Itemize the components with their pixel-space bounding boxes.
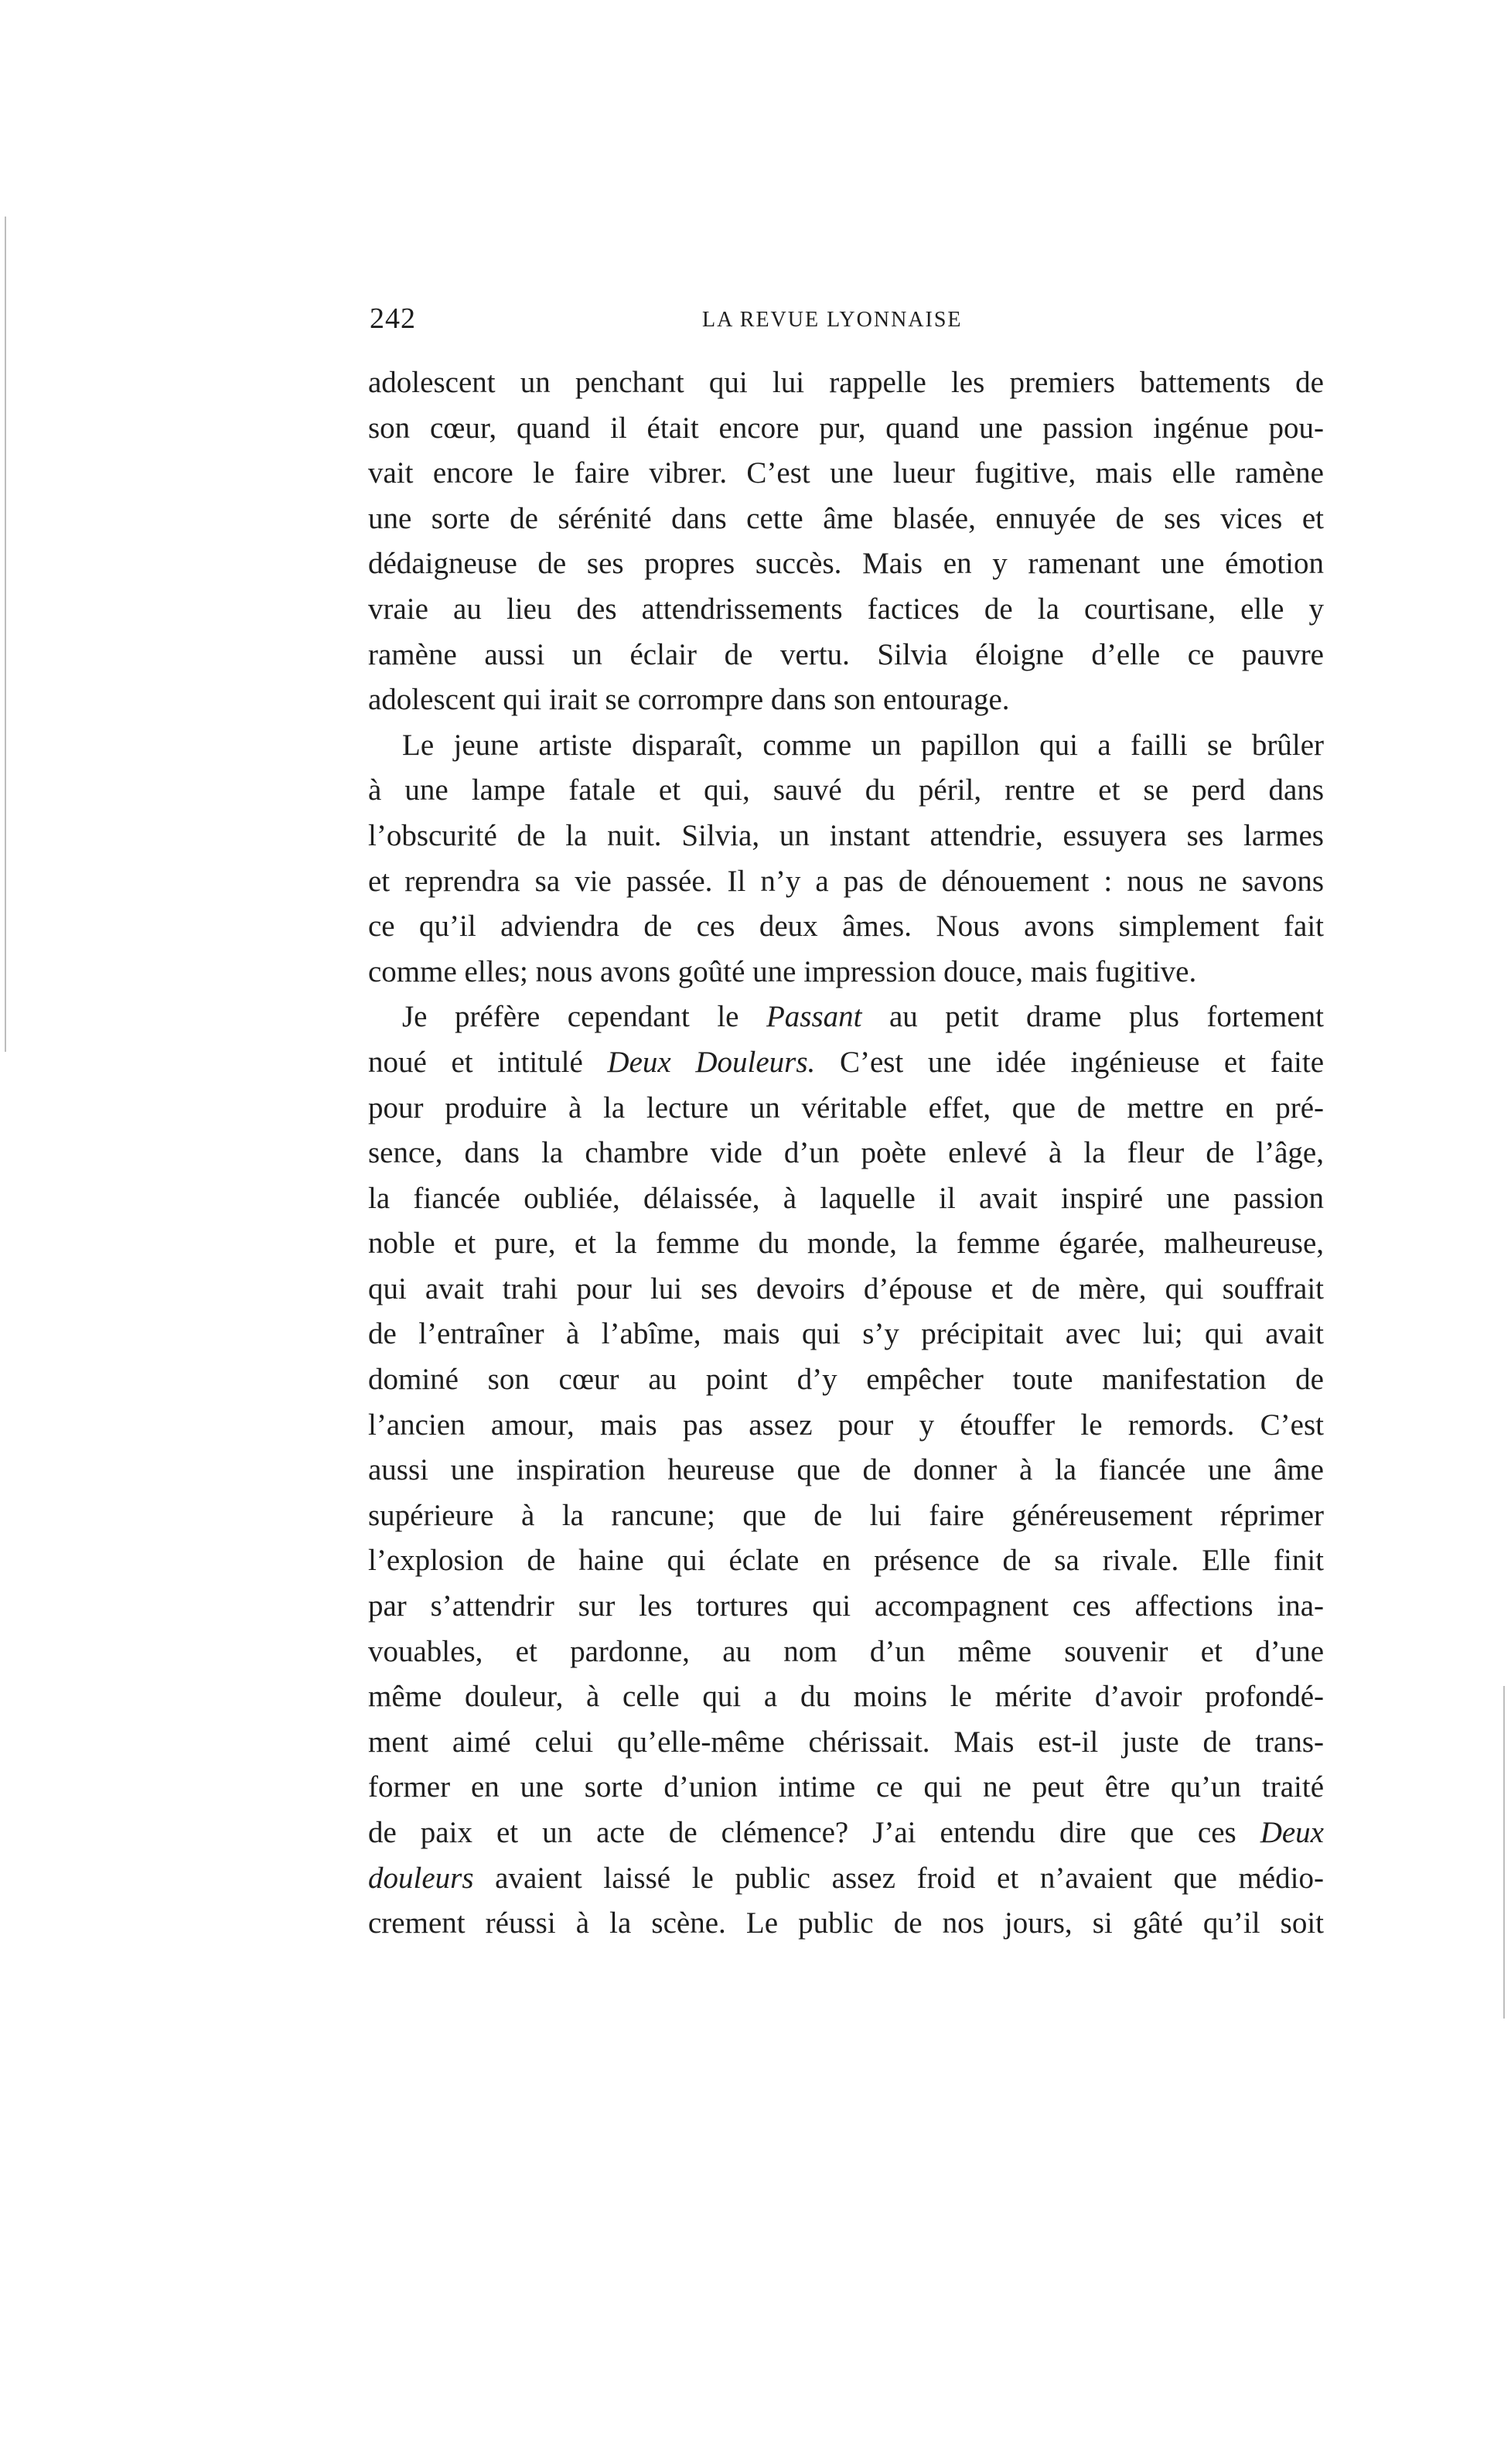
text-segment: de paix et un acte de clémence? J’ai entendu dire que ces — [368, 1816, 1236, 1849]
text-line: même douleur, à celle qui a du moins le mérite d’avoir profondé- — [368, 1680, 1324, 1714]
running-head — [370, 302, 1322, 340]
text-line: une sorte de sérénité dans cette âme blasée, ennuyée de ses vices et — [368, 501, 1324, 535]
page-number: 242 — [370, 302, 416, 335]
text-line: l’ancien amour, mais pas assez pour y étouffer le remords. C’est — [368, 1408, 1324, 1442]
text-line: former en une sorte d’union intime ce qui ne peut être qu’un traité — [368, 1770, 1324, 1804]
text-line: Le jeune artiste disparaît, comme un papillon qui a failli se brûler — [402, 728, 1324, 762]
text-line: la fiancée oubliée, délaissée, à laquelle il avait inspiré une passion — [368, 1181, 1324, 1215]
text-line: noble et pure, et la femme du monde, la femme égarée, malheureuse, — [368, 1227, 1324, 1261]
text-line: par s’attendrir sur les tortures qui accompagnent ces affections ina- — [368, 1589, 1324, 1623]
text-line-mixed — [368, 1040, 1324, 1086]
text-line: pour produire à la lecture un véritable effet, que de mettre en pré- — [368, 1090, 1324, 1124]
text-line: à une lampe fatale et qui, sauvé du péril, rentre et se perd dans — [368, 773, 1324, 807]
text-line: ment aimé celui qu’elle-même chérissait. Mais est-il juste de trans- — [368, 1725, 1324, 1759]
text-line-mixed — [368, 1856, 1324, 1902]
text-line: vait encore le faire vibrer. C’est une lueur fugitive, mais elle ramène — [368, 456, 1324, 490]
text-line: vouables, et pardonne, au nom d’un même souvenir et d’une — [368, 1634, 1324, 1668]
text-line-mixed — [368, 1810, 1324, 1856]
right-margin-rule — [1503, 1686, 1505, 2019]
text-line: adolescent un penchant qui lui rappelle les premiers battements de — [368, 366, 1324, 399]
text-line: son cœur, quand il était encore pur, quand une passion ingénue pou- — [368, 411, 1324, 445]
text-segment: C’est une idée ingénieuse et faite — [839, 1045, 1325, 1079]
text-line: vraie au lieu des attendrissements factices de la courtisane, elle y — [368, 592, 1324, 626]
title-passant: Passant — [766, 1000, 862, 1034]
text-line: l’obscurité de la nuit. Silvia, un instant attendrie, essuyera ses larmes — [368, 818, 1324, 852]
text-line: dominé son cœur au point d’y empêcher toute manifestation de — [368, 1363, 1324, 1397]
text-segment: au petit drame plus fortement — [889, 1000, 1324, 1034]
text-line: supérieure à la rancune; que de lui faire généreusement réprimer — [368, 1498, 1324, 1532]
text-line: l’explosion de haine qui éclate en présence de sa rivale. Elle finit — [368, 1544, 1324, 1578]
text-line: dédaigneuse de ses propres succès. Mais en y ramenant une émotion — [368, 547, 1324, 581]
text-segment: Je préfère cependant le — [402, 1000, 739, 1034]
body-text — [368, 360, 1324, 1947]
text-line: qui avait trahi pour lui ses devoirs d’épouse et de mère, qui souffrait — [368, 1271, 1324, 1305]
journal-title: LA REVUE LYONNAISE — [702, 308, 963, 332]
text-line-mixed — [368, 995, 1324, 1040]
text-line: et reprendra sa vie passée. Il n’y a pas de dénouement : nous ne savons — [368, 864, 1324, 898]
title-deux-inline: Deux — [1260, 1816, 1324, 1849]
text-line: aussi une inspiration heureuse que de donner à la fiancée une âme — [368, 1453, 1324, 1487]
text-line: ce qu’il adviendra de ces deux âmes. Nous avons simplement fait — [368, 909, 1324, 944]
text-line: adolescent qui irait se corrompre dans son entourage. — [368, 683, 1010, 717]
text-line: sence, dans la chambre vide d’un poète enlevé à la fleur de l’âge, — [368, 1136, 1324, 1170]
text-line: de l’entraîner à l’abîme, mais qui s’y précipitait avec lui; qui avait — [368, 1317, 1324, 1351]
text-line: ramène aussi un éclair de vertu. Silvia éloigne d’elle ce pauvre — [368, 637, 1324, 671]
text-segment: avaient laissé le public assez froid et n’avaient que médio- — [495, 1861, 1325, 1895]
text-line: comme elles; nous avons goûté une impression douce, mais fugitive. — [368, 954, 1197, 988]
text-line: crement réussi à la scène. Le public de nos jours, si gâté qu’il soit — [368, 1906, 1324, 1940]
title-deux-douleurs: Deux Douleurs. — [607, 1045, 816, 1079]
text-segment: noué et intitulé — [368, 1045, 583, 1079]
title-douleurs-inline: douleurs — [368, 1861, 474, 1895]
left-margin-rule — [5, 217, 6, 1052]
